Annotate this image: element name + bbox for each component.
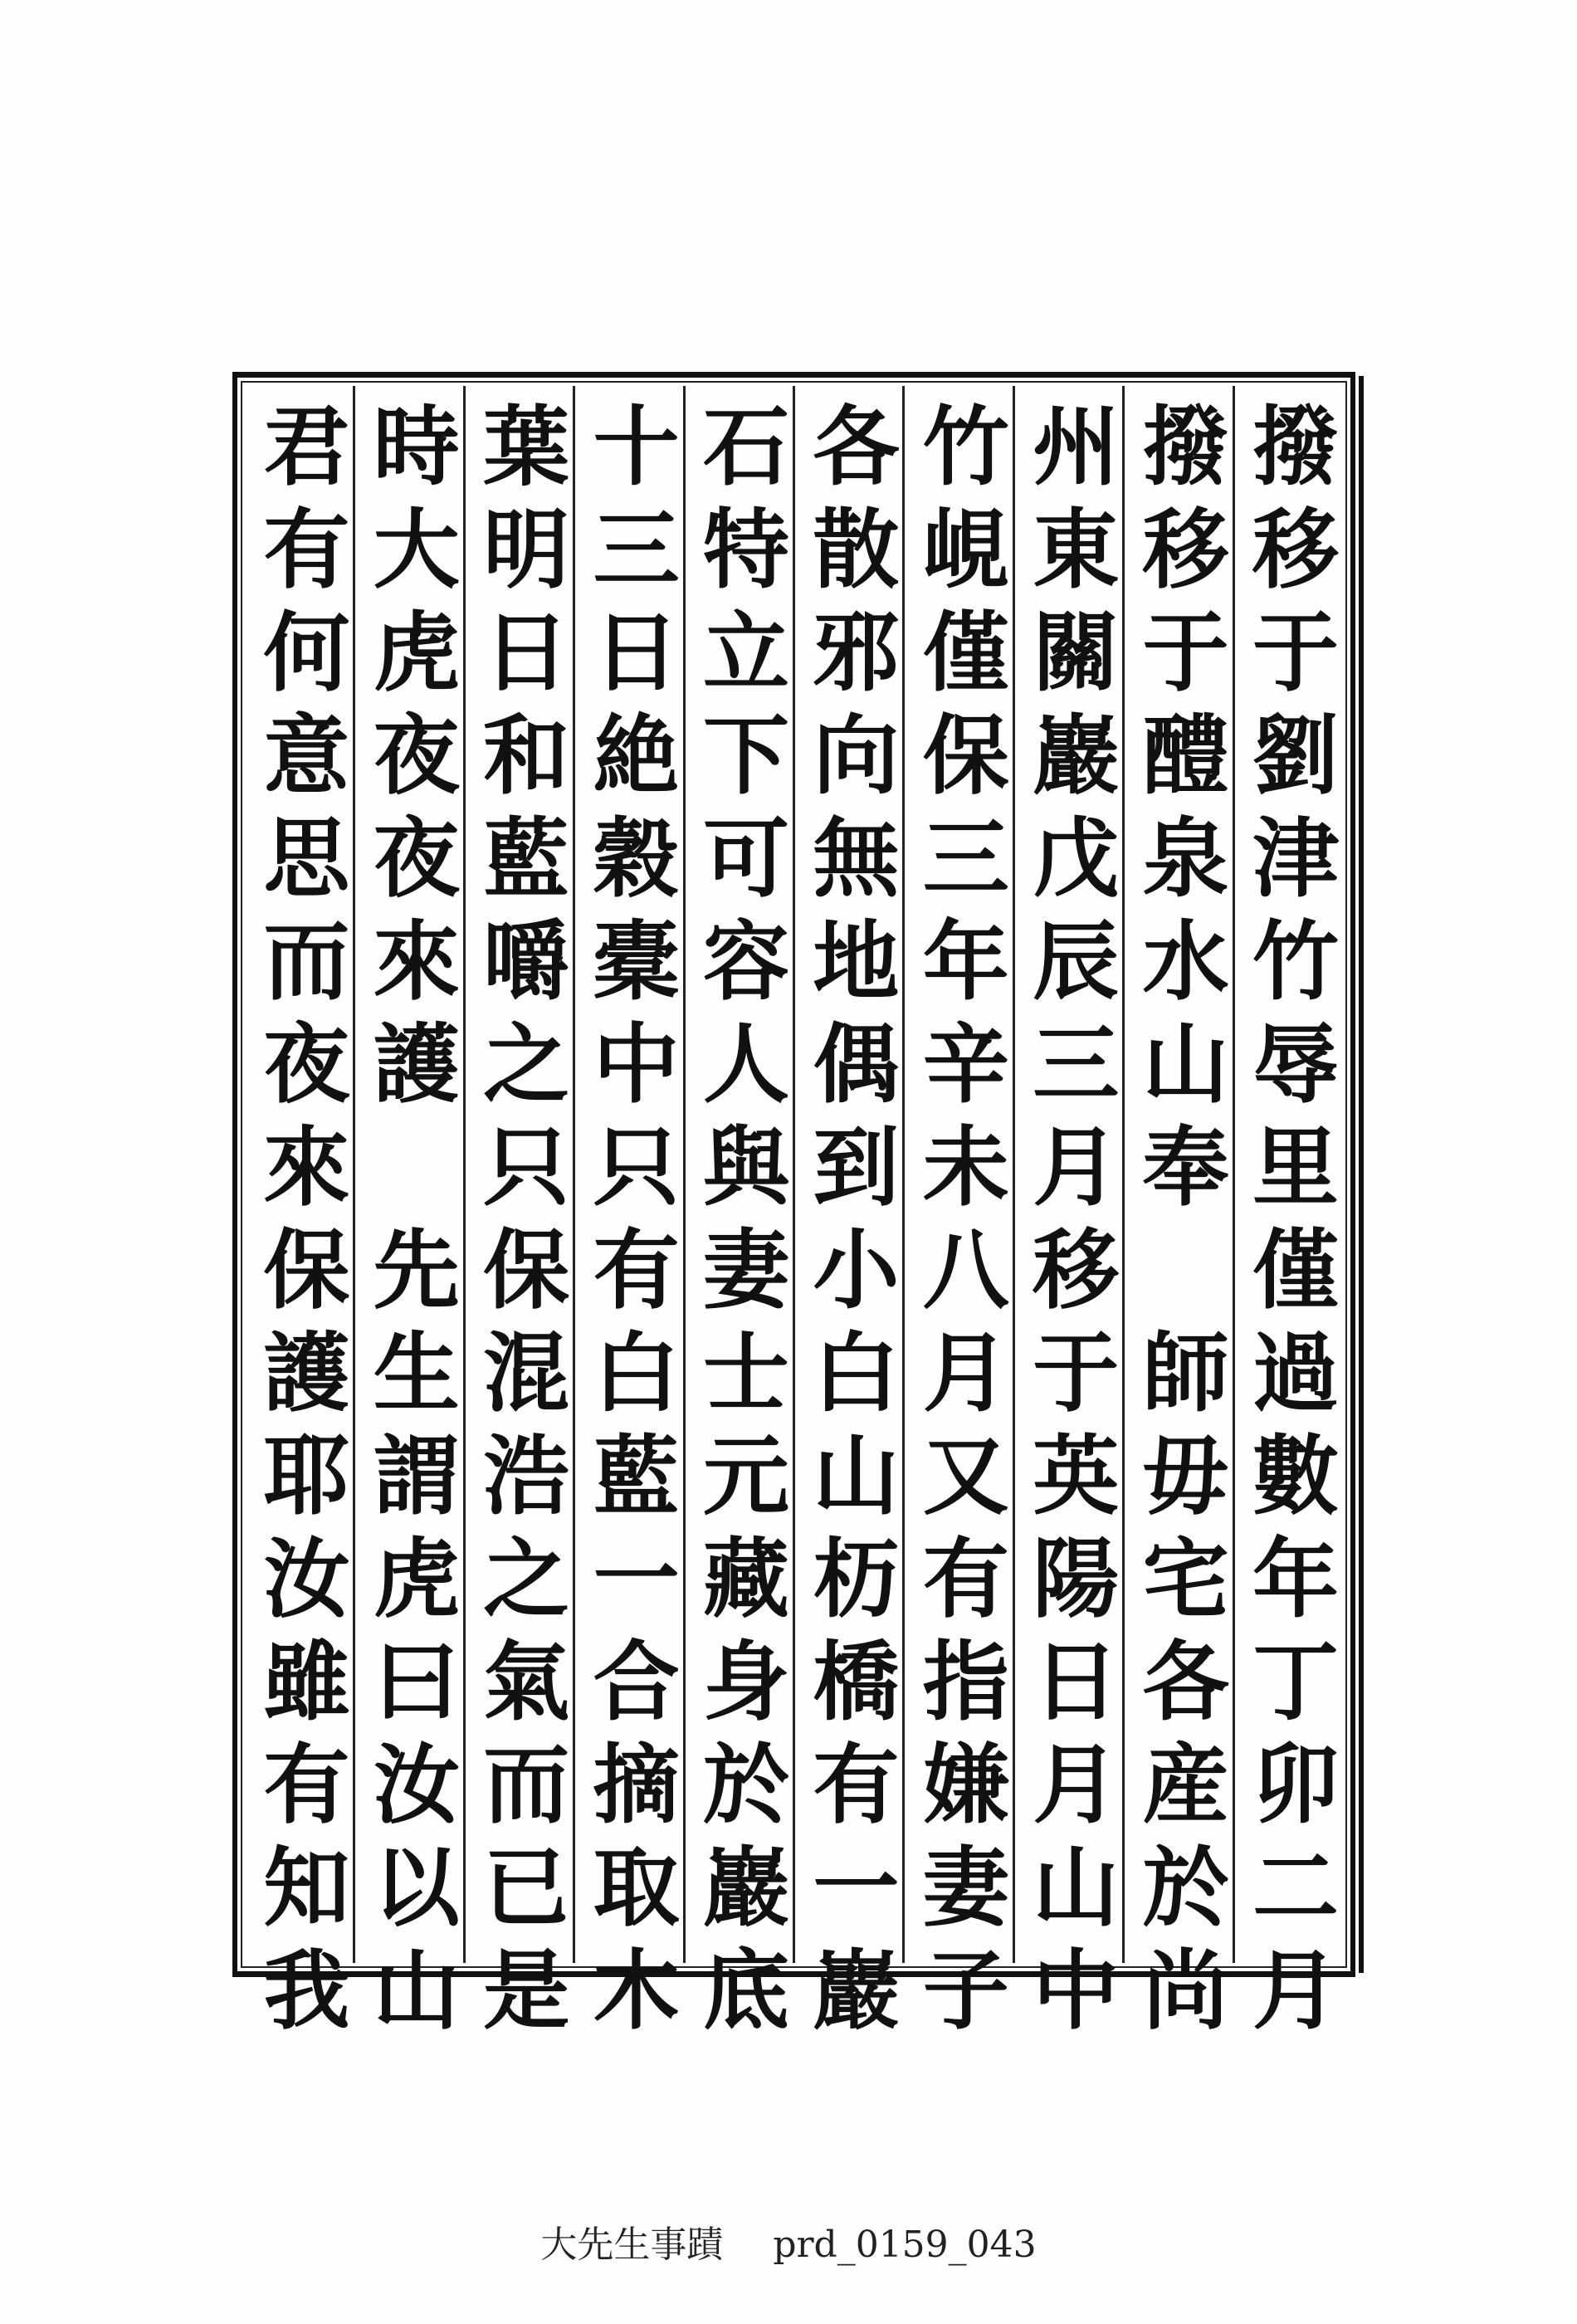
caption-id: prd_0159_043 [773, 2224, 1037, 2266]
column-text-4: 竹峴僅保三年辛未八月又有指嫌妻子 [907, 401, 1010, 2048]
column-text-5: 各散邪向無地偶到小白山杤橋有一巖 [798, 401, 901, 2048]
column-text-6: 石特立下可容人與妻士元藏身於巖底 [687, 401, 790, 2048]
column-text-3: 州東關巖戊辰三月移于英陽日月山中 [1018, 401, 1120, 2048]
text-column-4 [902, 386, 1012, 2048]
text-column-1 [1233, 386, 1342, 2048]
column-text-7: 十三日絶穀橐中只有白藍一合摘取木 [578, 401, 681, 2048]
column-text-8: 葉明日和藍嚼之只保混浩之氣而已是 [468, 401, 571, 2048]
column-text-1: 撥移于劉津竹辱里僅過數年丁卯二月 [1238, 401, 1340, 2048]
text-columns [246, 386, 1342, 2048]
text-column-3 [1013, 386, 1122, 2048]
text-column-8 [463, 386, 573, 2048]
text-column-2 [1122, 386, 1232, 2048]
text-column-9 [353, 386, 462, 2048]
text-column-10 [246, 386, 353, 2048]
text-column-7 [573, 386, 682, 2048]
text-column-6 [683, 386, 793, 2048]
column-text-10: 君有何意思而夜來保護耶汝雖有知我 [248, 401, 351, 2048]
text-column-5 [793, 386, 902, 2048]
caption-title: 大先生事蹟 [540, 2224, 724, 2266]
column-text-2: 撥移于醴泉水山奉 師毋宅各産於尚 [1127, 401, 1230, 2048]
text-frame [232, 372, 1355, 2048]
page-caption [0, 2214, 1577, 2268]
column-text-9: 時大虎夜夜來護 先生謂虎曰汝以山 [358, 401, 461, 2048]
